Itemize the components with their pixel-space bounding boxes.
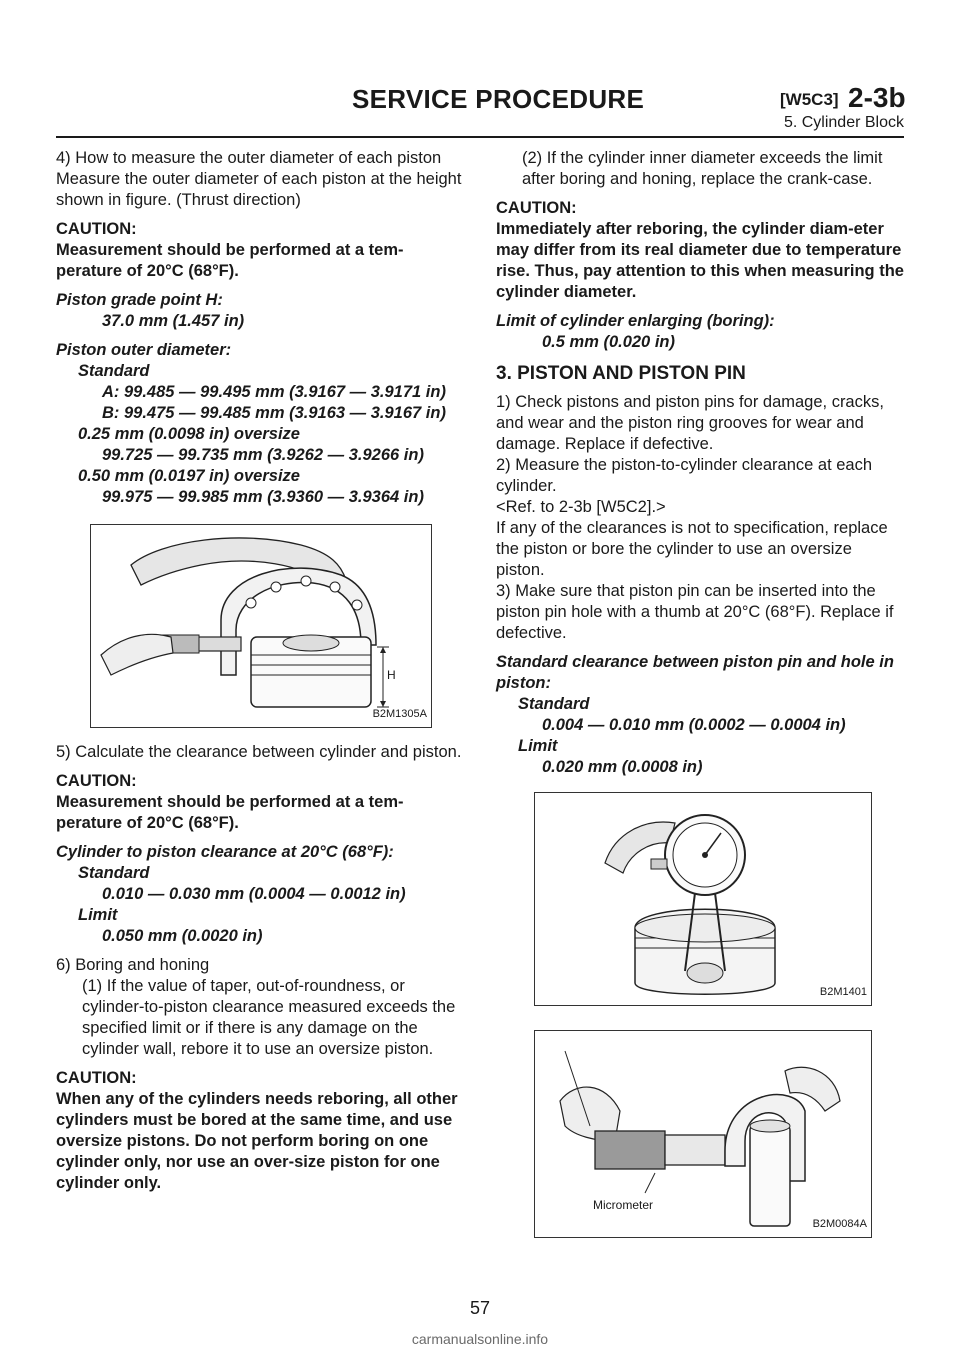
caution-label: CAUTION: [56,1069,137,1087]
spec-sublabel: Standard [78,362,150,380]
spec-value: 37.0 mm (1.457 in) [102,312,245,330]
piston-step-3: 3) Make sure that piston pin can be inserted into the piston pin hole with a thumb at 20°C (68°F). Replace if defective. [496,582,894,642]
page-number: 57 [469,1298,491,1318]
spec-value: 0.020 mm (0.0008 in) [542,758,703,776]
caution-text: Immediately after reboring, the cylinder diam-eter may differ from its real diameter due to temperature rise. Thus, pay attention to this when measuring the cylinder diameter. [496,220,904,301]
page-title: SERVICE PROCEDURE [352,84,645,114]
footer-watermark[interactable]: carmanualsonline.info [411,1331,549,1347]
spec-sublabel: Standard [78,864,150,882]
figure-caption: B2M0084A [812,1218,867,1230]
spec-sublabel: Limit [78,906,118,924]
piston-step-2: 2) Measure the piston-to-cylinder clearance at each cylinder. [496,456,873,495]
right-column [496,148,904,1238]
caution-label: CAUTION: [56,220,137,238]
bore-gauge-illustration [535,793,871,1005]
caution-label: CAUTION: [56,772,137,790]
step-4-body: Measure the outer diameter of each piston at the height shown in figure. (Thrust direction) [56,170,462,209]
header-rule [56,136,904,138]
caution-text: Measurement should be performed at a tem-perature of 20°C (68°F). [56,241,404,280]
procedure-code: [W5C3] [780,90,839,109]
figure-label-h: H [387,668,396,682]
spec-label: Piston outer diameter: [56,341,232,359]
pin-micrometer-illustration [535,1031,871,1237]
caution-text: Measurement should be performed at a tem-perature of 20°C (68°F). [56,793,404,832]
spec-value: 0.004 — 0.010 mm (0.0002 — 0.0004 in) [542,716,846,734]
spec-sublabel: 0.25 mm (0.0098 in) oversize [78,425,300,443]
figure-piston-measure [90,524,432,728]
piston-micrometer-illustration [91,525,431,727]
spec-label: Cylinder to piston clearance at 20°C (68°F): [56,843,394,861]
reference-link[interactable]: <Ref. to 2-3b [W5C2].> [496,498,666,516]
section-subtitle: 5. Cylinder Block [783,114,904,131]
step-4-title: 4) How to measure the outer diameter of each piston [56,149,442,167]
spec-value: 99.975 — 99.985 mm (3.9360 — 3.9364 in) [102,488,424,506]
section-heading: 3. PISTON AND PISTON PIN [496,363,746,384]
caution-label: CAUTION: [496,199,577,217]
spec-label: Standard clearance between piston pin and hole in piston: [496,653,894,692]
section-number: 2-3b [848,82,906,113]
spec-label: Piston grade point H: [56,291,223,309]
figure-caption: B2M1401 [819,986,867,998]
spec-sublabel: 0.50 mm (0.0197 in) oversize [78,467,300,485]
figure-label-micrometer: Micrometer [593,1198,654,1212]
figure-caption: B2M1305A [372,708,427,720]
piston-step-1: 1) Check pistons and piston pins for damage, cracks, and wear and the piston ring grooves for wear and damage. Replace if defective. [496,393,884,453]
spec-value: 0.010 — 0.030 mm (0.0004 — 0.0012 in) [102,885,406,903]
piston-step-2-note: If any of the clearances is not to specification, replace the piston or bore the cylinder to use an oversize piston. [496,519,888,579]
step-6-1: (1) If the value of taper, out-of-roundness, or cylinder-to-piston clearance measured exceeds the specified limit or if there is any damage on the cylinder wall, rebore it to use an oversize piston. [82,977,456,1058]
step-5: 5) Calculate the clearance between cylinder and piston. [56,743,462,761]
spec-value: 0.5 mm (0.020 in) [542,333,675,351]
spec-sublabel: Standard [518,695,590,713]
spec-value: A: 99.485 — 99.495 mm (3.9167 — 3.9171 in) [102,383,446,401]
spec-sublabel: Limit [518,737,558,755]
step-6-title: 6) Boring and honing [56,956,210,974]
spec-value: B: 99.475 — 99.485 mm (3.9163 — 3.9167 in) [102,404,446,422]
left-column [56,148,464,1194]
figure-cylinder-gauge [534,792,872,1006]
step-6-2: (2) If the cylinder inner diameter exceeds the limit after boring and honing, replace the crank-case. [522,149,883,188]
spec-value: 99.725 — 99.735 mm (3.9262 — 3.9266 in) [102,446,424,464]
caution-text: When any of the cylinders needs reboring, all other cylinders must be bored at the same time, and use oversize pistons. Do not perform boring on one cylinder only, nor use an over-size piston for one cylinder only. [56,1090,458,1192]
figure-piston-pin-micrometer [534,1030,872,1238]
spec-label: Limit of cylinder enlarging (boring): [496,312,775,330]
spec-value: 0.050 mm (0.0020 in) [102,927,263,945]
